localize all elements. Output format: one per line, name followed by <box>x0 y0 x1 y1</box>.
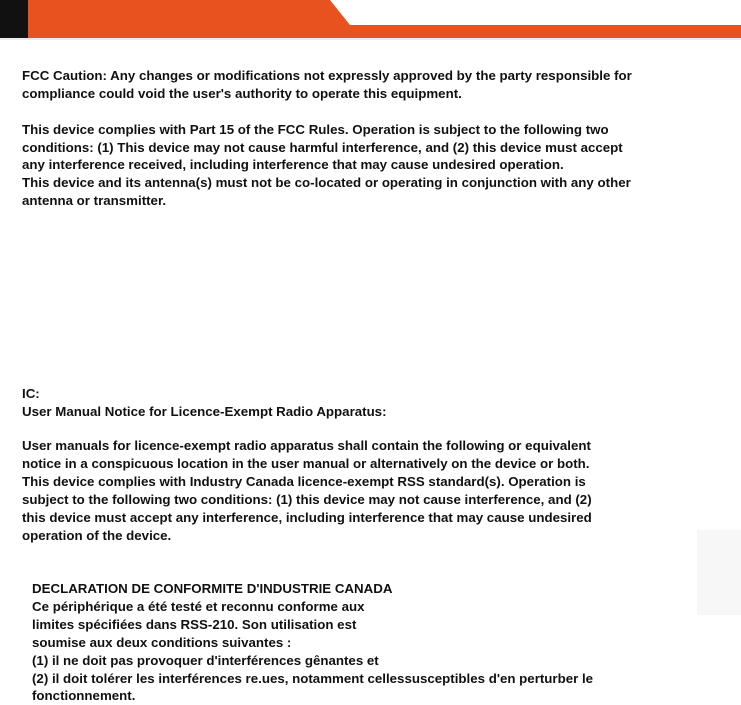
ic-body-line-5: this device must accept any interference, including interference that may cause undesired <box>22 510 592 525</box>
ic-subheading: User Manual Notice for Licence-Exempt Radio Apparatus: <box>22 404 387 419</box>
declaration-line-3: soumise aux deux conditions suivantes : <box>32 635 292 650</box>
declaration-line-6: fonctionnement. <box>32 688 136 703</box>
fcc-compliance-line-4: This device and its antenna(s) must not be co-located or operating in conjunction with any other <box>22 175 631 190</box>
fcc-compliance-line-1: This device complies with Part 15 of the FCC Rules. Operation is subject to the following two <box>22 122 609 137</box>
fcc-caution-line-2: compliance could void the user's authority to operate this equipment. <box>22 86 462 101</box>
declaration-line-4: (1) il ne doit pas provoquer d'interférences gênantes et <box>32 653 379 668</box>
declaration-line-1: Ce périphérique a été testé et reconnu conforme aux <box>32 599 365 614</box>
declaration-line-5: (2) il doit tolérer les interférences re.ues, notamment cellessusceptibles d'en perturber le <box>32 671 594 686</box>
ic-body-line-3: This device complies with Industry Canada licence-exempt RSS standard(s). Operation is <box>22 474 586 489</box>
fcc-compliance-line-2: conditions: (1) This device may not cause harmful interference, and (2) this device must accept <box>22 140 623 155</box>
ic-heading: IC: <box>22 386 40 401</box>
ic-body-line-1: User manuals for licence-exempt radio apparatus shall contain the following or equivalent <box>22 438 591 453</box>
fcc-compliance-line-5: antenna or transmitter. <box>22 193 167 208</box>
ic-body-line-6: operation of the device. <box>22 528 172 543</box>
ic-body-line-4: subject to the following two conditions: (1) this device may not cause interference, and (2) <box>22 492 592 507</box>
declaration-line-2: limites spécifiées dans RSS-210. Son utilisation est <box>32 617 357 632</box>
declaration-title: DECLARATION DE CONFORMITE D'INDUSTRIE CANADA <box>32 581 393 596</box>
ic-body-line-2: notice in a conspicuous location in the user manual or alternatively on the device or both. <box>22 456 590 471</box>
fcc-compliance-line-3: any interference received, including interference that may cause undesired operation. <box>22 157 564 172</box>
fcc-caution-line-1: FCC Caution: Any changes or modifications not expressly approved by the party responsible for <box>22 68 632 83</box>
